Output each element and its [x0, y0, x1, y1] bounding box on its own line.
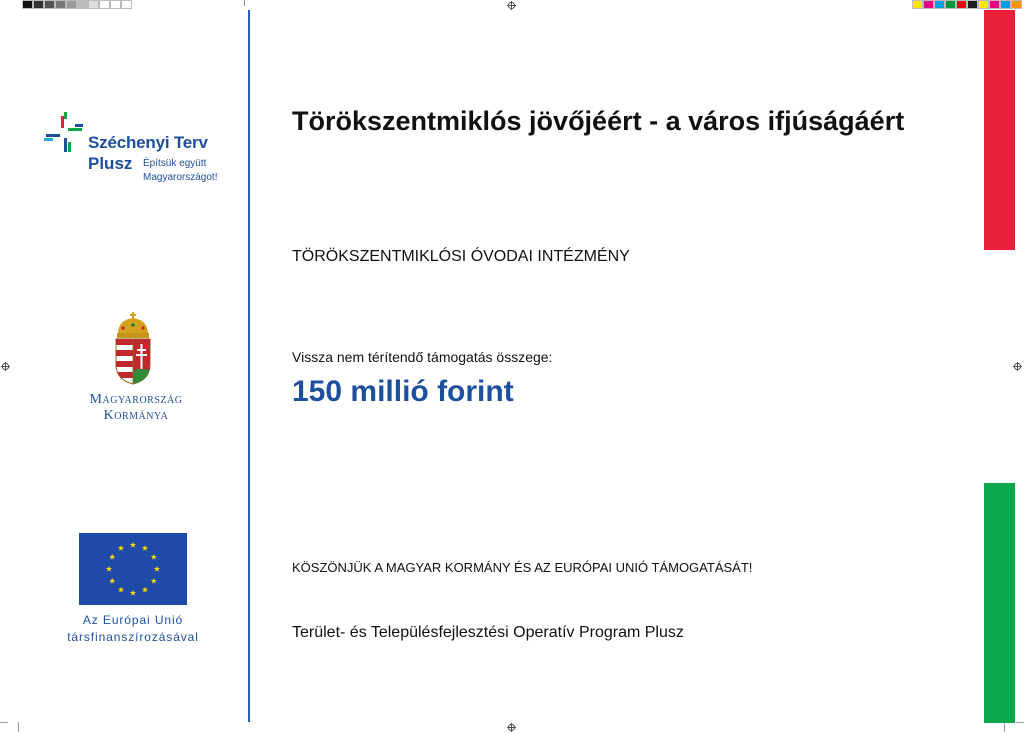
- calibration-swatch: [44, 0, 55, 9]
- beneficiary-name: TÖRÖKSZENTMIKLÓSI ÓVODAI INTÉZMÉNY: [292, 248, 630, 265]
- government-name-line2: Kormánya: [103, 408, 169, 423]
- szechenyi-logo-name: Széchenyi Terv: [88, 133, 208, 152]
- calibration-swatch: [121, 0, 132, 9]
- eu-caption-line2: társfinanszírozásával: [67, 630, 199, 644]
- crop-mark: [0, 722, 8, 723]
- szechenyi-tagline-line2: Magyarországot!: [143, 172, 218, 183]
- calibration-swatch: [33, 0, 44, 9]
- thanks-message: KÖSZÖNJÜK A MAGYAR KORMÁNY ÉS AZ EURÓPAI UNIÓ TÁMOGATÁSÁT!: [292, 560, 753, 575]
- crop-mark: [1004, 722, 1005, 732]
- calibration-swatch: [989, 0, 1000, 9]
- registration-mark-right: [1013, 362, 1022, 371]
- calibration-swatch: [956, 0, 967, 9]
- crop-mark: [1016, 722, 1024, 723]
- vertical-divider: [248, 10, 250, 722]
- szechenyi-logo-plusz: Plusz: [88, 154, 133, 173]
- eu-caption-line1: Az Európai Unió: [82, 613, 184, 627]
- government-logo-name: [76, 392, 196, 424]
- szechenyi-logo-tagline: [143, 157, 253, 185]
- hungarian-coat-of-arms-icon: [112, 312, 154, 388]
- calibration-swatch: [88, 0, 99, 9]
- calibration-swatch: [55, 0, 66, 9]
- grey-calibration-strip: [22, 0, 132, 9]
- crop-mark: [18, 722, 19, 732]
- registration-mark-left: [1, 362, 10, 371]
- calibration-swatch: [1000, 0, 1011, 9]
- calibration-swatch: [912, 0, 923, 9]
- calibration-swatch: [77, 0, 88, 9]
- grant-label: Vissza nem térítendő támogatás összege:: [292, 349, 553, 365]
- crop-mark: [244, 0, 245, 6]
- calibration-swatch: [66, 0, 77, 9]
- program-name: Terület- és Településfejlesztési Operatív Program Plusz: [292, 624, 684, 641]
- red-stripe: [984, 10, 1015, 250]
- szechenyi-tagline-line1: Építsük együtt: [143, 158, 207, 169]
- calibration-swatch: [22, 0, 33, 9]
- calibration-swatch: [1011, 0, 1022, 9]
- green-stripe: [984, 483, 1015, 723]
- calibration-swatch: [967, 0, 978, 9]
- calibration-swatch: [99, 0, 110, 9]
- calibration-swatch: [110, 0, 121, 9]
- project-title: Törökszentmiklós jövőjéért - a város ifjúságáért: [292, 106, 905, 136]
- registration-mark-bottom: [507, 723, 516, 732]
- calibration-swatch: [923, 0, 934, 9]
- registration-mark-top: [507, 1, 516, 10]
- calibration-swatch: [945, 0, 956, 9]
- color-calibration-strip: [912, 0, 1022, 9]
- calibration-swatch: [934, 0, 945, 9]
- calibration-swatch: [978, 0, 989, 9]
- szechenyi-cross-icon: [44, 112, 86, 154]
- eu-caption: [56, 612, 210, 646]
- eu-flag-icon: [79, 533, 187, 605]
- government-name-line1: Magyarország: [89, 392, 183, 407]
- grant-amount: 150 millió forint: [292, 375, 514, 408]
